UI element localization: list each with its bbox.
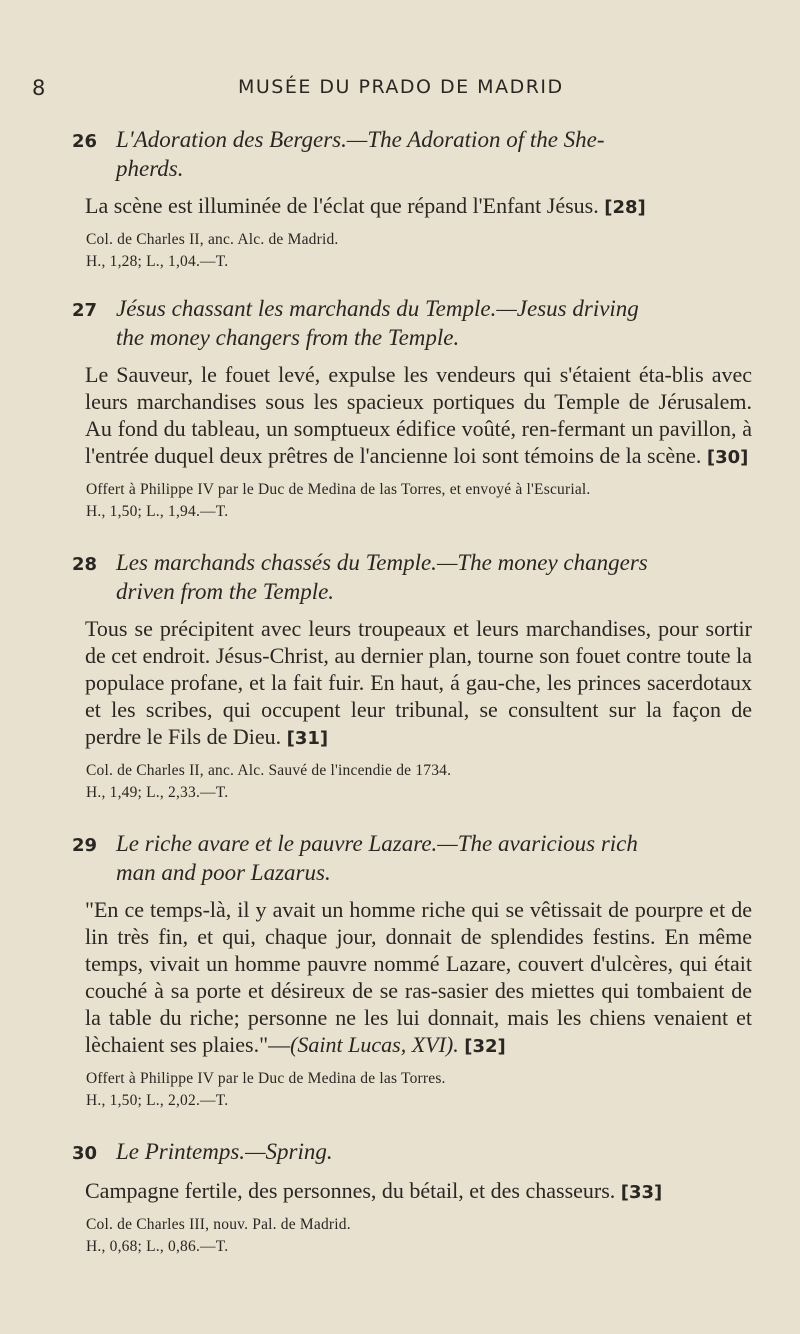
entry-title-en: The avaricious rich (457, 831, 638, 856)
entry-description (0, 192, 800, 221)
entry-notes (0, 760, 800, 804)
entry-ref: [28] (604, 197, 646, 218)
entry-title-fr: L'Adoration des Bergers. (116, 127, 347, 152)
entry-title-en-cont: driven from the Temple. (116, 579, 335, 604)
entry-ref: [32] (464, 1036, 506, 1057)
entry-ref: [33] (620, 1182, 663, 1203)
entry-description-text: La scène est illuminée de l'éclat que répand l'Enfant Jésus. (85, 193, 599, 218)
entry-notes (0, 479, 800, 523)
entry-title-fr: Jésus chassant les marchands du Temple. (116, 296, 497, 321)
catalogue-entry-26 (0, 126, 800, 273)
provenance-note: Offert à Philippe IV par le Duc de Medina de las Torres. (86, 1070, 446, 1087)
entry-notes (0, 229, 800, 273)
catalogue-entry-29 (0, 830, 800, 1112)
entry-ref: [30] (706, 447, 749, 468)
entry-title-en-cont: pherds. (116, 156, 184, 181)
entry-description-text: Le Sauveur, le fouet levé, expulse les vendeurs qui s'étaient éta-blis avec leurs marchandises sous les spacieux portiques du Temple de Jérusalem. Au fond du tableau, un somptueux édifice voûté, ren-fermant un pavillon, à l'entrée duquel deux prêtres de l'ancienne loi sont témoins de la scène. (85, 362, 752, 468)
dimensions-note: H., 1,50; L., 2,02.—T. (86, 1092, 229, 1109)
entry-number: 30 (72, 1143, 98, 1164)
page-number: 8 (32, 76, 46, 100)
catalogue-entry-28 (0, 549, 800, 804)
entry-title-fr: Le riche avare et le pauvre Lazare. (116, 831, 438, 856)
provenance-note: Offert à Philippe IV par le Duc de Medina de las Torres, et envoyé à l'Escurial. (86, 481, 591, 498)
entry-title-fr: Le Printemps. (116, 1139, 246, 1164)
entry-notes (0, 1214, 800, 1258)
entry-number: 29 (72, 835, 98, 856)
entry-title: 30 Le Printemps.—Spring. (72, 1138, 752, 1167)
entry-description-text: Campagne fertile, des personnes, du bétail, et des chasseurs. (85, 1178, 616, 1203)
entry-title: 26 L'Adoration des Bergers.—The Adoration of the She- pherds. (72, 126, 752, 182)
dimensions-note: H., 1,28; L., 1,04.—T. (86, 253, 229, 270)
entry-number: 26 (72, 131, 98, 152)
entry-description (0, 361, 800, 471)
provenance-note: Col. de Charles II, anc. Alc. Sauvé de l'incendie de 1734. (86, 762, 452, 779)
dimensions-note: H., 1,50; L., 1,94.—T. (86, 503, 229, 520)
entry-title: 28 Les marchands chassés du Temple.—The money changers driven from the Temple. (72, 549, 752, 605)
entry-notes (0, 1068, 800, 1112)
entry-title-en: The money changers (457, 550, 648, 575)
entry-description (0, 615, 800, 752)
entry-description (0, 1177, 800, 1206)
entry-description (0, 896, 800, 1060)
entry-description-text: Tous se précipitent avec leurs troupeaux et leurs marchandises, pour sortir de cet endroit. Jésus-Christ, au dernier plan, tourne son fouet contre toute la populace profane, et la fait fuir. En haut, á gau-che, les princes sacerdotaux et les scribes, qui occupent leur tribunal, se consultent sur la façon de perdre le Fils de Dieu. (85, 616, 752, 749)
entry-title-en-cont: man and poor Lazarus. (116, 860, 331, 885)
entry-title: 27 Jésus chassant les marchands du Temple.—Jesus driving the money changers from the Temple. (72, 295, 752, 351)
dimensions-note: H., 0,68; L., 0,86.—T. (86, 1238, 229, 1255)
catalogue-entry-30 (0, 1138, 800, 1258)
entry-number: 28 (72, 554, 98, 575)
entry-title-fr: Les marchands chassés du Temple. (116, 550, 437, 575)
running-head: MUSÉE DU PRADO DE MADRID (238, 76, 564, 98)
entry-title-en: Jesus driving (516, 296, 639, 321)
provenance-note: Col. de Charles II, anc. Alc. de Madrid. (86, 231, 339, 248)
entry-title-en-cont: the money changers from the Temple. (116, 325, 460, 350)
entry-title-en: The Adoration of the She- (367, 127, 605, 152)
dimensions-note: H., 1,49; L., 2,33.—T. (86, 784, 229, 801)
page-header (0, 76, 800, 102)
catalogue-entry-27 (0, 295, 800, 523)
entry-title: 29 Le riche avare et le pauvre Lazare.—The avaricious rich man and poor Lazarus. (72, 830, 752, 886)
entry-ref: [31] (286, 728, 329, 749)
entry-title-en: Spring. (265, 1139, 333, 1164)
provenance-note: Col. de Charles III, nouv. Pal. de Madrid. (86, 1216, 351, 1233)
entry-citation: (Saint Lucas, XVI). (290, 1032, 459, 1057)
entry-number: 27 (72, 300, 98, 321)
entry-description-text: "En ce temps-là, il y avait un homme riche qui se vêtissait de pourpre et de lin très fin, et qui, chaque jour, donnait de splendides festins. En même temps, vivait un homme pauvre nommé Lazare, couvert d'ulcères, qui était couché à sa porte et désireux de se ras-sasier des miettes qui tombaient de la table du riche; personne ne les lui donnait, mais les chiens venaient et lèchaient ses plaies."— (85, 897, 752, 1057)
catalogue-entries (0, 126, 800, 1258)
